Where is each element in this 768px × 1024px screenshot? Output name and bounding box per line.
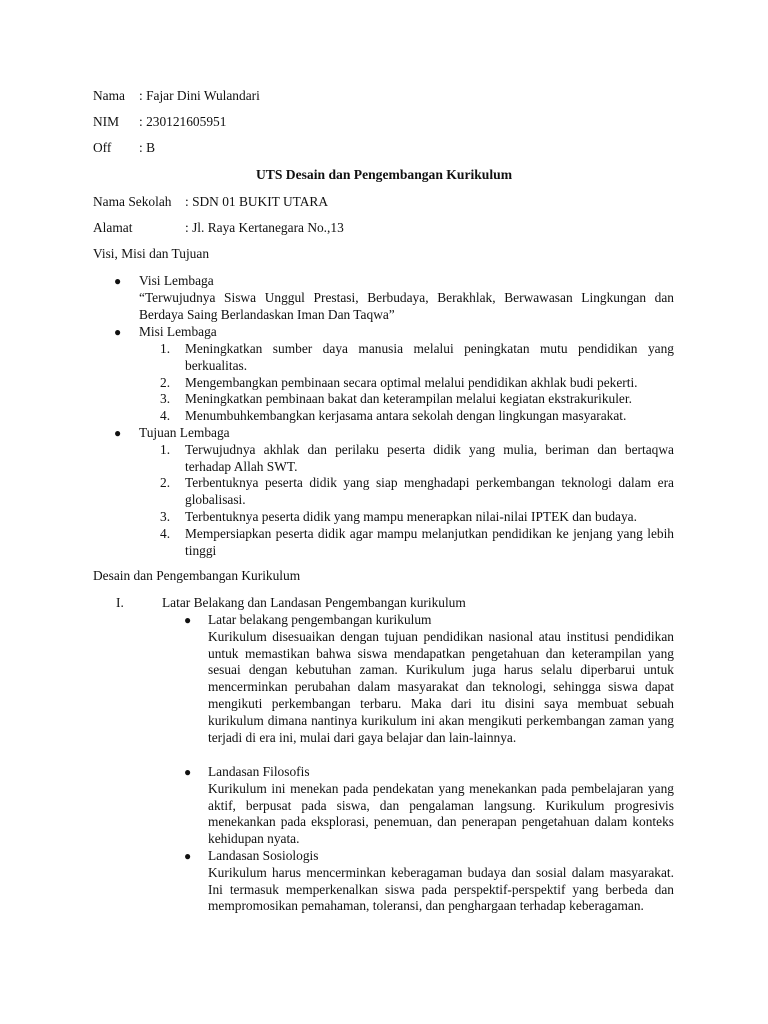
nama-sekolah-label: Nama Sekolah	[93, 194, 172, 209]
tujuan-item-text: Terbentuknya peserta didik yang siap menghadapi perkembangan teknologi dalam era globalisasi.	[185, 475, 674, 507]
landasan-filosofis-block	[208, 764, 674, 848]
misi-title: Misi Lembaga	[139, 324, 217, 339]
landasan-sosiologis-title: Landasan Sosiologis	[208, 848, 319, 863]
off-value: : B	[139, 140, 155, 155]
nim-value: : 230121605951	[139, 114, 227, 129]
latar-belakang-text: Kurikulum disesuaikan dengan tujuan pendidikan nasional atau institusi pendidikan untuk memastikan bahwa siswa mendapatkan pengetahuan dan keterampilan yang sesuai dengan kebutuhan zaman. Kurikulum juga harus selalu diperbarui untuk mencerminkan perubahan dalam masyarakat dan teknologi, sehingga siswa dapat mengikuti perkembangan terbaru. Maka dari itu disini saya membuat sebuah kurikulum dimana nantinya kurikulum ini akan mengikuti perkembangan zaman yang terjadi di era ini, mulai dari gaya belajar dan lain-lainnya.	[208, 628, 674, 745]
bullet-icon: ●	[114, 426, 122, 440]
nama-value: : Fajar Dini Wulandari	[139, 88, 260, 103]
tujuan-number: 4.	[160, 526, 171, 541]
document-title: UTS Desain dan Pengembangan Kurikulum	[255, 167, 513, 182]
landasan-sosiologis-block	[208, 848, 674, 915]
nama-sekolah-value: : SDN 01 BUKIT UTARA	[185, 194, 329, 209]
landasan-sosiologis-text: Kurikulum harus mencerminkan keberagaman budaya dan sosial dalam masyarakat. Ini termasuk memperkenalkan siswa pada perspektif-perspektif yang berbeda dan mempromosikan pemahaman, toleransi, dan penghargaan terhadap keberagaman.	[208, 864, 674, 914]
student-off-line	[93, 140, 155, 157]
misi-number: 3.	[160, 391, 171, 406]
misi-number: 1.	[160, 341, 171, 356]
visi-block	[139, 273, 674, 323]
alamat-label: Alamat	[93, 220, 133, 235]
tujuan-item-text: Terbentuknya peserta didik yang mampu menerapkan nilai-nilai IPTEK dan budaya.	[185, 509, 637, 524]
bullet-icon: ●	[114, 274, 122, 288]
tujuan-item-text: Mempersiapkan peserta didik agar mampu melanjutkan pendidikan ke jenjang yang lebih tinggi	[185, 526, 674, 558]
bullet-icon: ●	[184, 613, 192, 627]
visi-text: “Terwujudnya Siswa Unggul Prestasi, Berbudaya, Berakhlak, Berwawasan Lingkungan dan Berdaya Saing Berlandaskan Iman Dan Taqwa”	[139, 289, 674, 322]
school-address-line	[93, 220, 344, 237]
tujuan-title: Tujuan Lembaga	[139, 425, 230, 440]
tujuan-number: 2.	[160, 475, 171, 490]
student-nim-line	[93, 114, 226, 131]
nama-label: Nama	[93, 88, 125, 103]
tujuan-item-text: Terwujudnya akhlak dan perilaku peserta didik yang mulia, beriman dan bertaqwa terhadap Allah SWT.	[185, 442, 674, 474]
latar-belakang-title: Latar belakang pengembangan kurikulum	[208, 612, 432, 627]
visi-title: Visi Lembaga	[139, 273, 214, 288]
misi-number: 2.	[160, 375, 171, 390]
student-name-line	[93, 88, 260, 105]
bullet-icon: ●	[184, 765, 192, 779]
misi-item-text: Meningkatkan sumber daya manusia melalui peningkatan mutu pendidikan yang berkualitas.	[185, 341, 674, 373]
latar-belakang-block	[208, 612, 674, 746]
vmt-heading: Visi, Misi dan Tujuan	[93, 246, 210, 261]
nim-label: NIM	[93, 114, 120, 129]
section-title: Latar Belakang dan Landasan Pengembangan kurikulum	[162, 595, 466, 610]
off-label: Off	[93, 140, 112, 155]
misi-item-text: Mengembangkan pembinaan secara optimal melalui pendidikan akhlak budi pekerti.	[185, 375, 638, 390]
landasan-filosofis-title: Landasan Filosofis	[208, 764, 310, 779]
section-number: I.	[116, 595, 124, 610]
misi-number: 4.	[160, 408, 171, 423]
misi-item-text: Menumbuhkembangkan kerjasama antara sekolah dengan lingkungan masyarakat.	[185, 408, 627, 423]
landasan-filosofis-text: Kurikulum ini menekan pada pendekatan yang menekankan pada pembelajaran yang aktif, berpusat pada siswa, dan pengalaman langsung. Kurikulum progresivis menekankan pada eksplorasi, penemuan, dan penerapan pengetahuan dalam konteks kehidupan nyata.	[208, 780, 674, 847]
tujuan-number: 1.	[160, 442, 171, 457]
alamat-value: : Jl. Raya Kertanegara No.,13	[185, 220, 344, 235]
tujuan-number: 3.	[160, 509, 171, 524]
misi-item-text: Meningkatkan pembinaan bakat dan keterampilan melalui kegiatan ekstrakurikuler.	[185, 391, 632, 406]
desain-heading: Desain dan Pengembangan Kurikulum	[93, 568, 301, 583]
bullet-icon: ●	[184, 849, 192, 863]
bullet-icon: ●	[114, 325, 122, 339]
school-name-line	[93, 194, 328, 211]
